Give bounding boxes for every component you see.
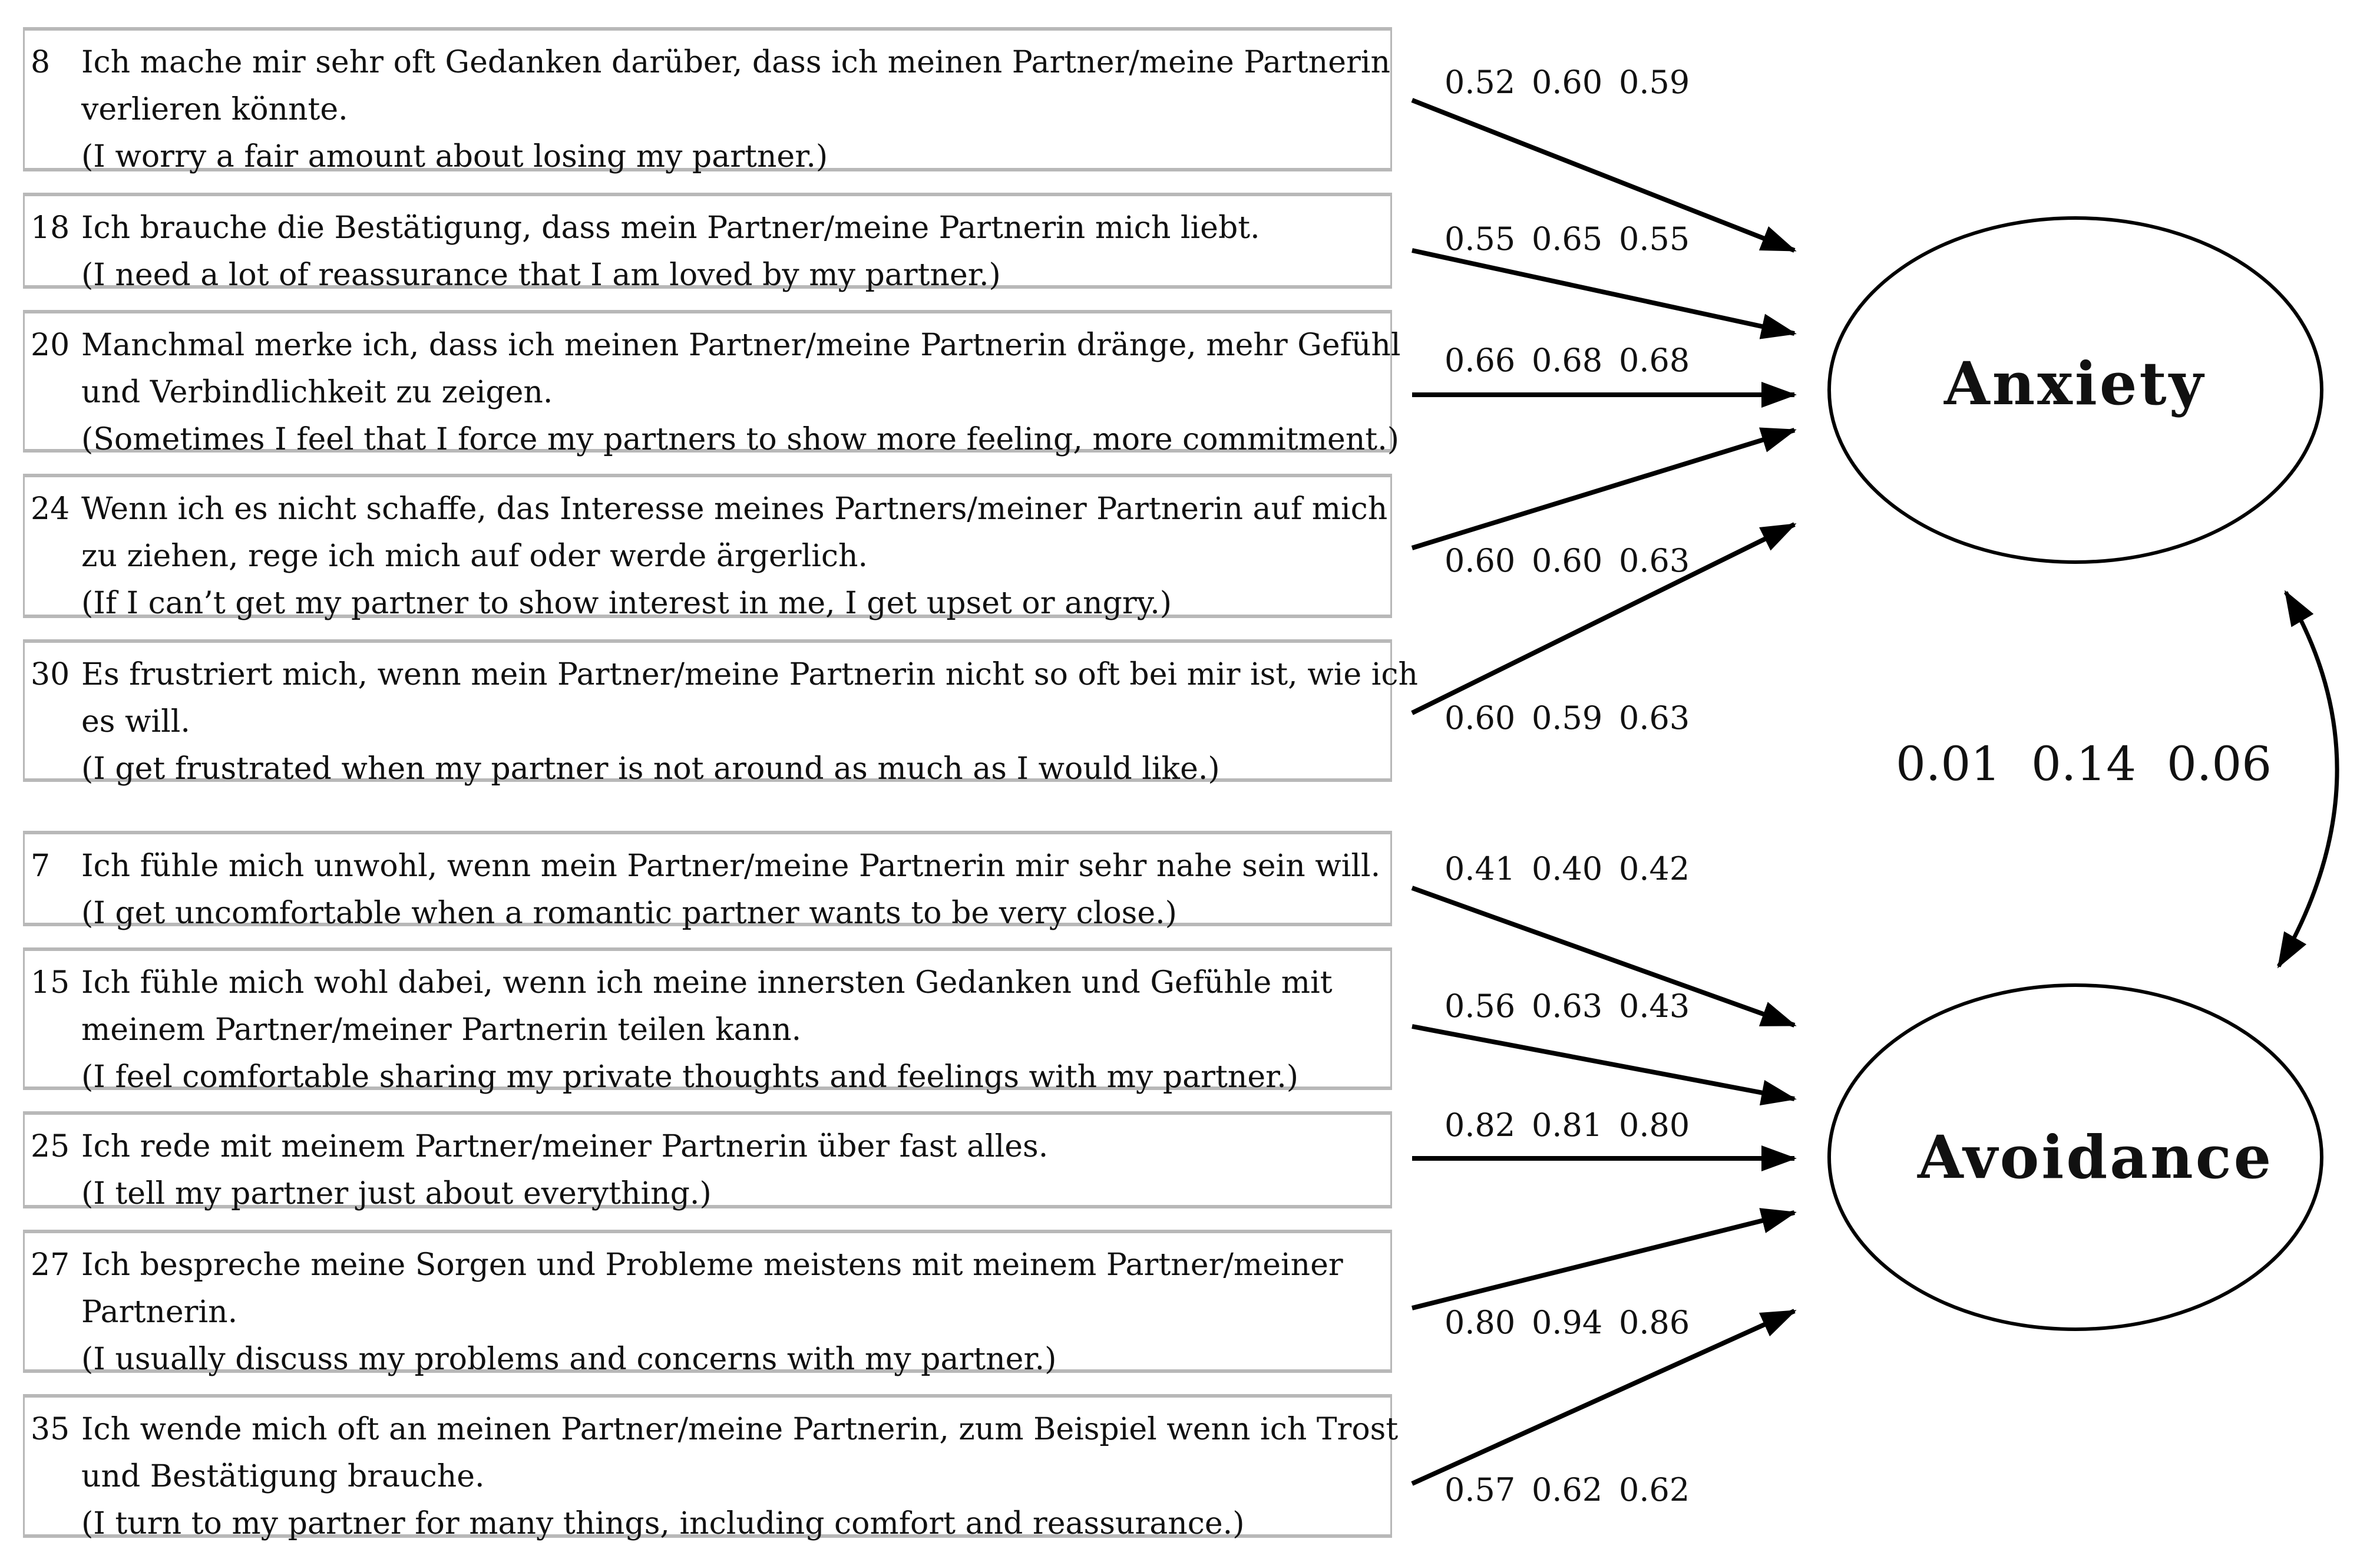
item-text-en: (I usually discuss my problems and concerns with my partner.) <box>81 1342 1057 1377</box>
item-text-de: es will. <box>81 704 190 739</box>
item-text-de: zu ziehen, rege ich mich auf oder werde ärgerlich. <box>81 539 868 574</box>
item-text-de: Ich mache mir sehr oft Gedanken darüber, dass ich meinen Partner/meine Partnerin <box>81 45 1391 80</box>
factor-label-anxiety: Anxiety <box>1944 349 2206 418</box>
item-text-de: Ich fühle mich wohl dabei, wenn ich meine innersten Gedanken und Gefühle mit <box>81 965 1333 1000</box>
factor-covariance-values: 0.01 0.14 0.06 <box>1896 737 2272 791</box>
loading-item-18: 0.55 0.65 0.55 <box>1444 220 1690 257</box>
item-text-de: und Verbindlichkeit zu zeigen. <box>81 375 553 410</box>
anxiety-loading-arrows <box>1412 100 1794 713</box>
item-text-de: und Bestätigung brauche. <box>81 1459 485 1494</box>
item-number: 7 <box>31 848 51 884</box>
loading-item-24: 0.60 0.60 0.63 <box>1444 542 1690 579</box>
loading-item-25: 0.82 0.81 0.80 <box>1444 1107 1690 1144</box>
factor-label-avoidance: Avoidance <box>1918 1122 2274 1192</box>
item-text-en: (I turn to my partner for many things, including comfort and reassurance.) <box>81 1506 1245 1541</box>
item-text-de: Manchmal merke ich, dass ich meinen Partner/meine Partnerin dränge, mehr Gefühl <box>81 328 1401 363</box>
item-text-en: (I tell my partner just about everything.) <box>81 1176 712 1211</box>
item-text-en: (I feel comfortable sharing my private thoughts and feelings with my partner.) <box>81 1059 1299 1095</box>
item-text-en: (If I can’t get my partner to show interest in me, I get upset or angry.) <box>81 586 1172 621</box>
item-text-en: (I worry a fair amount about losing my partner.) <box>81 139 828 174</box>
item-number: 8 <box>31 45 51 80</box>
item-number: 35 <box>31 1412 70 1447</box>
item-text-en: (I get uncomfortable when a romantic partner wants to be very close.) <box>81 896 1177 931</box>
loading-item-8: 0.52 0.60 0.59 <box>1444 64 1690 101</box>
item-number: 25 <box>31 1129 70 1164</box>
loading-item-20: 0.66 0.68 0.68 <box>1444 342 1690 379</box>
arrow-item-27 <box>1412 1213 1794 1308</box>
loading-item-35: 0.57 0.62 0.62 <box>1444 1471 1690 1508</box>
loading-item-27: 0.80 0.94 0.86 <box>1444 1304 1690 1341</box>
arrow-item-18 <box>1412 250 1794 333</box>
item-number: 24 <box>31 491 70 527</box>
item-number: 20 <box>31 328 70 363</box>
arrow-item-24 <box>1412 430 1794 548</box>
item-number: 15 <box>31 965 70 1000</box>
item-text-en: (I need a lot of reassurance that I am loved by my partner.) <box>81 257 1001 293</box>
item-text-en: (I get frustrated when my partner is not around as much as I would like.) <box>81 751 1220 787</box>
item-text-de: Partnerin. <box>81 1294 238 1330</box>
item-text-de: Es frustriert mich, wenn mein Partner/meine Partnerin nicht so oft bei mir ist, wie ich <box>81 657 1418 692</box>
item-text-de: Ich rede mit meinem Partner/meiner Partnerin über fast alles. <box>81 1129 1049 1164</box>
item-text-de: Wenn ich es nicht schaffe, das Interesse meines Partners/meiner Partnerin auf mich <box>81 491 1388 527</box>
item-text-de: Ich brauche die Bestätigung, dass mein Partner/meine Partnerin mich liebt. <box>81 210 1260 246</box>
item-text-de: Ich fühle mich unwohl, wenn mein Partner/meine Partnerin mir sehr nahe sein will. <box>81 848 1381 884</box>
item-text-de: Ich wende mich oft an meinen Partner/meine Partnerin, zum Beispiel wenn ich Trost <box>81 1412 1399 1447</box>
arrow-item-15 <box>1412 1026 1794 1099</box>
loading-item-7: 0.41 0.40 0.42 <box>1444 850 1690 887</box>
loading-item-15: 0.56 0.63 0.43 <box>1444 988 1690 1025</box>
item-text-en: (Sometimes I feel that I force my partners to show more feeling, more commitment.) <box>81 422 1400 457</box>
item-number: 27 <box>31 1247 70 1283</box>
avoidance-loading-arrows <box>1412 888 1794 1484</box>
item-text-de: verlieren könnte. <box>81 92 348 127</box>
loading-item-30: 0.60 0.59 0.63 <box>1444 699 1690 737</box>
item-text-de: meinem Partner/meiner Partnerin teilen kann. <box>81 1012 802 1048</box>
item-number: 30 <box>31 657 70 692</box>
item-text-de: Ich bespreche meine Sorgen und Probleme meistens mit meinem Partner/meiner <box>81 1247 1343 1283</box>
item-number: 18 <box>31 210 70 246</box>
